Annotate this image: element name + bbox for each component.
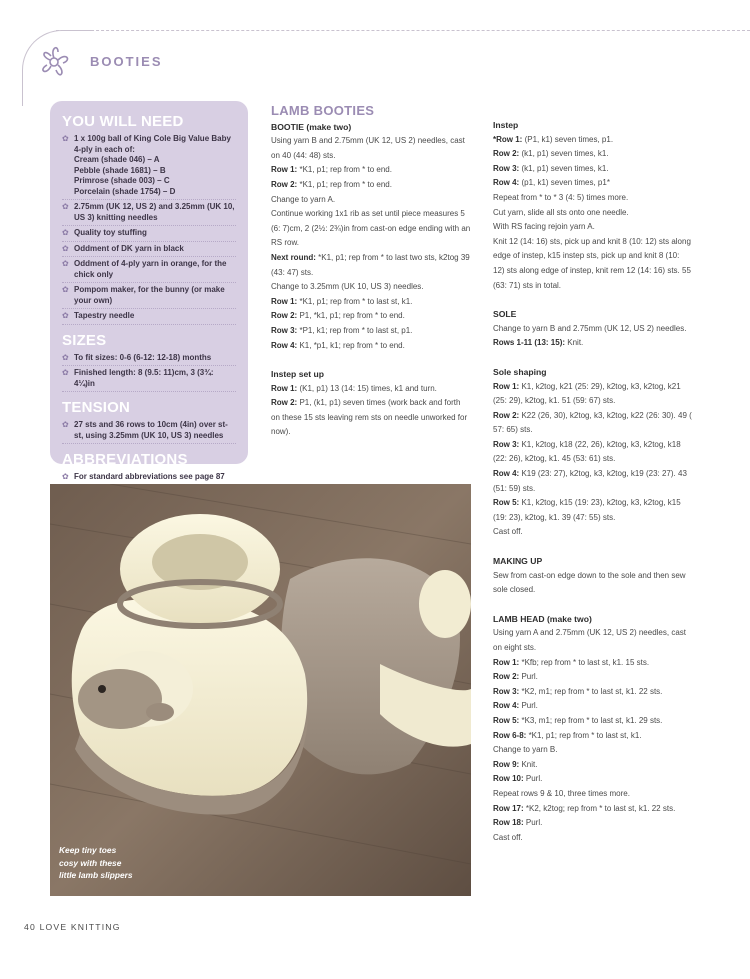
row-label: Row 1: — [493, 381, 520, 391]
row-label: Row 5: — [493, 498, 520, 508]
instep-repeat: Repeat from * to * 3 (4: 5) times more. — [493, 192, 629, 202]
row-label: Row 3: — [493, 686, 520, 696]
row-label: Row 2: — [271, 311, 298, 321]
list-item-text: For standard abbreviations see page 87 — [74, 472, 225, 481]
row-label: Next round: — [271, 252, 316, 262]
flower-bullet-icon: ✿ — [62, 202, 69, 211]
row-text: *K3, m1; rep from * to last st, k1. 29 sts. — [519, 715, 663, 725]
list-item-text: 1 x 100g ball of King Cole Big Value Baby 4-ply in each of: — [74, 134, 231, 154]
row-text: P1, (k1, p1) seven times (work back and forth on these 15 sts leaving rem sts on needle unworked for now). — [271, 398, 468, 437]
continue-rib: Continue working 1x1 rib as set until piece measures 5 (6: 7)cm, 2 (2½: 2¾)in from cast-on edge ending with an RS row. — [271, 209, 471, 248]
next-round — [271, 251, 471, 280]
instruction-row — [493, 133, 693, 148]
row-text: *K1, p1; rep from * to end. — [297, 179, 392, 189]
instep-heading: Instep — [493, 120, 519, 130]
list-item-text: Quality toy stuffing — [74, 228, 147, 237]
row-text: *Kfb; rep from * to last st, k1. 15 sts. — [519, 657, 650, 667]
row-label: Rows 1-11 (13: 15): — [493, 338, 566, 348]
sole-change: Change to yarn B and 2.75mm (UK 12, US 2) needles. — [493, 323, 687, 333]
row-text: K1, k2tog, k15 (19: 23), k2tog, k3, k2tog, k15 (19: 23), k2tog, k1. 39 (47: 55) sts. — [493, 498, 681, 522]
instruction-row — [493, 670, 693, 685]
flower-bullet-icon: ✿ — [62, 285, 69, 294]
row-label: Row 4: — [493, 701, 520, 711]
left-frame-line — [22, 70, 23, 106]
flower-bullet-icon: ✿ — [62, 228, 69, 237]
tension-list — [62, 418, 236, 444]
row-text: *K2, m1; rep from * to last st, k1. 22 sts. — [519, 686, 663, 696]
list-item-text: Oddment of DK yarn in black — [74, 243, 184, 253]
instruction-row — [493, 714, 693, 729]
lamb-booties-title: LAMB BOOTIES — [271, 103, 375, 118]
requirements-panel — [50, 101, 248, 481]
list-item-text: Pompom maker, for the bunny (or make your own) — [74, 285, 225, 305]
list-item — [62, 283, 236, 309]
list-item — [62, 351, 236, 367]
instruction-row — [493, 176, 693, 191]
flower-bullet-icon: ✿ — [62, 243, 69, 253]
change-needles: Change to 3.25mm (UK 10, US 3) needles. — [271, 282, 424, 292]
right-column — [493, 104, 693, 845]
row-label: Row 3: — [493, 439, 520, 449]
flower-bullet-icon: ✿ — [62, 472, 69, 481]
list-item-text: Tapestry needle — [74, 311, 135, 320]
rib-rows — [271, 295, 471, 353]
cast-off: Cast off. — [493, 527, 523, 537]
row-text: *K1, p1; rep from * to last two sts, k2tog 39 (43: 47) sts. — [271, 252, 470, 277]
lamb-head-rows-c — [493, 802, 693, 831]
you-will-need-list — [62, 132, 236, 325]
row-label: Row 18: — [493, 818, 524, 828]
row-text: (K1, p1) 13 (14: 15) times, k1 and turn. — [297, 383, 437, 393]
abbreviations-heading: ABBREVIATIONS — [62, 451, 188, 468]
row-text: *K1, p1; rep from * to end. — [297, 165, 392, 175]
lamb-head-rows — [493, 656, 693, 744]
sizes-heading: SIZES — [62, 331, 107, 349]
instruction-row — [493, 729, 693, 744]
row-text: (k1, p1) seven times, k1. — [519, 163, 609, 173]
instruction-row — [493, 496, 693, 525]
instruction-row — [271, 163, 471, 178]
photo-caption — [59, 844, 133, 882]
top-frame-line — [56, 30, 750, 31]
caption-line: cosy with these — [59, 857, 122, 868]
sizes-list — [62, 351, 236, 393]
sole-shaping-rows — [493, 380, 693, 526]
instruction-row — [493, 802, 693, 817]
instep-setup-heading: Instep set up — [271, 369, 325, 380]
row-label: Row 6-8: — [493, 730, 527, 740]
change-yarn-a: Change to yarn A. — [271, 194, 336, 204]
lamb-head-intro: Using yarn A and 2.75mm (UK 12, US 2) needles, cast on eight sts. — [493, 628, 686, 652]
row-text: Knit. — [519, 759, 538, 769]
flower-icon — [30, 38, 78, 86]
list-item — [62, 257, 236, 283]
instruction-row — [271, 339, 471, 354]
row-label: Row 2: — [493, 149, 520, 159]
cast-off: Cast off. — [493, 832, 523, 842]
flower-bullet-icon: ✿ — [62, 368, 69, 377]
instep-rejoin: With RS facing rejoin yarn A. — [493, 222, 595, 232]
row-text: Purl. — [519, 701, 538, 711]
list-sub-item: Primrose (shade 003) – C — [74, 176, 170, 185]
row-text: *K2, k2tog; rep from * to last st, k1. 22 sts. — [523, 803, 676, 813]
change-yarn-b: Change to yarn B. — [493, 745, 558, 755]
lamb-head-heading: LAMB HEAD (make two) — [493, 613, 592, 624]
row-text: *K1, p1; rep from * to last st, k1. — [297, 296, 413, 306]
row-text: (k1, p1) seven times, k1. — [519, 149, 609, 159]
list-item-text: Oddment of 4-ply yarn in orange, for the chick only — [74, 259, 227, 279]
list-item — [62, 418, 236, 444]
instruction-row — [493, 772, 693, 787]
list-item — [62, 242, 236, 258]
row-label: Row 17: — [493, 803, 524, 813]
flower-bullet-icon: ✿ — [62, 352, 69, 362]
row-label: Row 4: — [493, 469, 520, 479]
instep-knit: Knit 12 (14: 16) sts, pick up and knit 8 (10: 12) sts along edge of instep, k15 instep sts, pick up and knit 8 (10: 12) sts along edge of instep, knit rem 12 (14: 16) sts. 55 (63: 71) sts in total. — [493, 236, 691, 290]
row-label: Row 1: — [271, 383, 298, 393]
caption-line: Keep tiny toes — [59, 845, 117, 855]
row-label: Row 3: — [271, 325, 298, 335]
row-label: Row 2: — [271, 398, 298, 408]
page-footer — [24, 922, 121, 932]
instruction-row — [271, 324, 471, 339]
instruction-row — [493, 685, 693, 700]
row-label: Row 5: — [493, 715, 520, 725]
instruction-row — [493, 380, 693, 409]
list-item-text: 27 sts and 36 rows to 10cm (4in) over st-st, using 3.25mm (UK 10, US 3) needles — [74, 420, 228, 440]
instruction-row — [493, 699, 693, 714]
head-repeat: Repeat rows 9 & 10, three times more. — [493, 788, 630, 798]
row-label: Row 10: — [493, 774, 524, 784]
row-text: (p1, k1) seven times, p1* — [519, 178, 610, 188]
row-text: Knit. — [565, 338, 584, 348]
lamb-head-rows-b — [493, 758, 693, 787]
instep-cut: Cut yarn, slide all sts onto one needle. — [493, 207, 629, 217]
page-number: 40 — [24, 922, 36, 932]
instruction-row — [493, 816, 693, 831]
list-sub-item: Cream (shade 046) – A — [74, 155, 160, 164]
caption-line: little lamb slippers — [59, 870, 133, 880]
making-up-heading: MAKING UP — [493, 556, 543, 567]
booties-illustration — [50, 484, 471, 896]
instep-setup-rows — [271, 382, 471, 440]
row-text: Purl. — [519, 672, 538, 682]
row-label: Row 4: — [271, 340, 298, 350]
instruction-row — [493, 467, 693, 496]
list-item-text: Finished length: 8 (9.5: 11)cm, 3 (3¾: 4¼)in — [74, 368, 214, 388]
row-text: K1, k2tog, k21 (25: 29), k2tog, k3, k2tog, k21 (25: 29), k2tog, k1. 51 (59: 67) sts. — [493, 381, 681, 406]
row-text: Purl. — [523, 774, 543, 784]
list-sub-item: Pebble (shade 1681) – B — [74, 165, 166, 175]
instruction-row — [493, 656, 693, 671]
instruction-row — [271, 178, 471, 193]
row-text: K22 (26, 30), k2tog, k3, k2tog, k22 (26: 30). 49 ( 57: 65) sts. — [493, 410, 692, 435]
section-title: BOOTIES — [90, 54, 163, 69]
flower-bullet-icon: ✿ — [62, 420, 69, 429]
instruction-row — [271, 309, 471, 324]
list-item — [62, 226, 236, 242]
list-item — [62, 366, 236, 392]
row-label: Row 2: — [493, 410, 520, 420]
booties-photo — [50, 484, 471, 896]
row-label: Row 1: — [271, 165, 298, 175]
row-text: (P1, k1) seven times, p1. — [522, 134, 614, 144]
instruction-row — [271, 382, 471, 397]
list-item — [62, 200, 236, 226]
instruction-row — [271, 396, 471, 440]
row-text: P1, *k1, p1; rep from * to end. — [297, 311, 405, 321]
instruction-row — [493, 438, 693, 467]
row-label: Row 4: — [493, 178, 520, 188]
row-label: Row 3: — [493, 163, 520, 173]
list-item — [62, 132, 236, 200]
row-label: Row 2: — [271, 179, 298, 189]
row-label: Row 2: — [493, 672, 520, 682]
bootie-intro: Using yarn B and 2.75mm (UK 12, US 2) needles, cast on 40 (44: 48) sts. — [271, 136, 465, 160]
instruction-row — [493, 758, 693, 773]
list-item-text: 2.75mm (UK 12, US 2) and 3.25mm (UK 10, US 3) knitting needles — [74, 202, 235, 222]
row-label: Row 1: — [493, 657, 520, 667]
instruction-row — [271, 295, 471, 310]
list-item-text: To fit sizes: 0-6 (6-12: 12-18) months — [74, 352, 212, 362]
flower-bullet-icon: ✿ — [62, 311, 69, 320]
flower-bullet-icon: ✿ — [62, 134, 69, 143]
tension-heading: TENSION — [62, 399, 131, 416]
list-sub-item: Porcelain (shade 1754) – D — [74, 186, 176, 196]
row-text: K1, k2tog, k18 (22, 26), k2tog, k3, k2tog, k18 (22: 26), k2tog, k1. 45 (53: 61) sts. — [493, 439, 681, 464]
you-will-need-heading: YOU WILL NEED — [62, 113, 184, 130]
row-text: *P1, k1; rep from * to last st, p1. — [297, 325, 413, 335]
instruction-row — [493, 409, 693, 438]
making-up-text: Sew from cast-on edge down to the sole and then sew sole closed. — [493, 570, 686, 595]
lamb-booties-column — [271, 104, 471, 440]
sole-heading: SOLE — [493, 309, 517, 320]
bootie-heading: BOOTIE (make two) — [271, 121, 352, 132]
row-label: Row 9: — [493, 759, 520, 769]
row-label: *Row 1: — [493, 134, 523, 144]
sole-rows — [493, 336, 693, 351]
row-text: K19 (23: 27), k2tog, k3, k2tog, k19 (23: 27). 43 (51: 59) sts. — [493, 469, 687, 493]
list-item — [62, 309, 236, 325]
magazine-name: LOVE KNITTING — [39, 922, 121, 932]
sole-shaping-heading: Sole shaping — [493, 366, 547, 377]
instruction-row — [493, 147, 693, 162]
instep-rows — [493, 133, 693, 191]
flower-bullet-icon: ✿ — [62, 259, 69, 268]
row-text: *K1, p1; rep from * to last st, k1. — [526, 730, 642, 740]
row-label: Row 1: — [271, 296, 298, 306]
instruction-row — [493, 162, 693, 177]
row-text: K1, *p1, k1; rep from * to end. — [297, 340, 405, 350]
row-text: Purl. — [523, 818, 543, 828]
